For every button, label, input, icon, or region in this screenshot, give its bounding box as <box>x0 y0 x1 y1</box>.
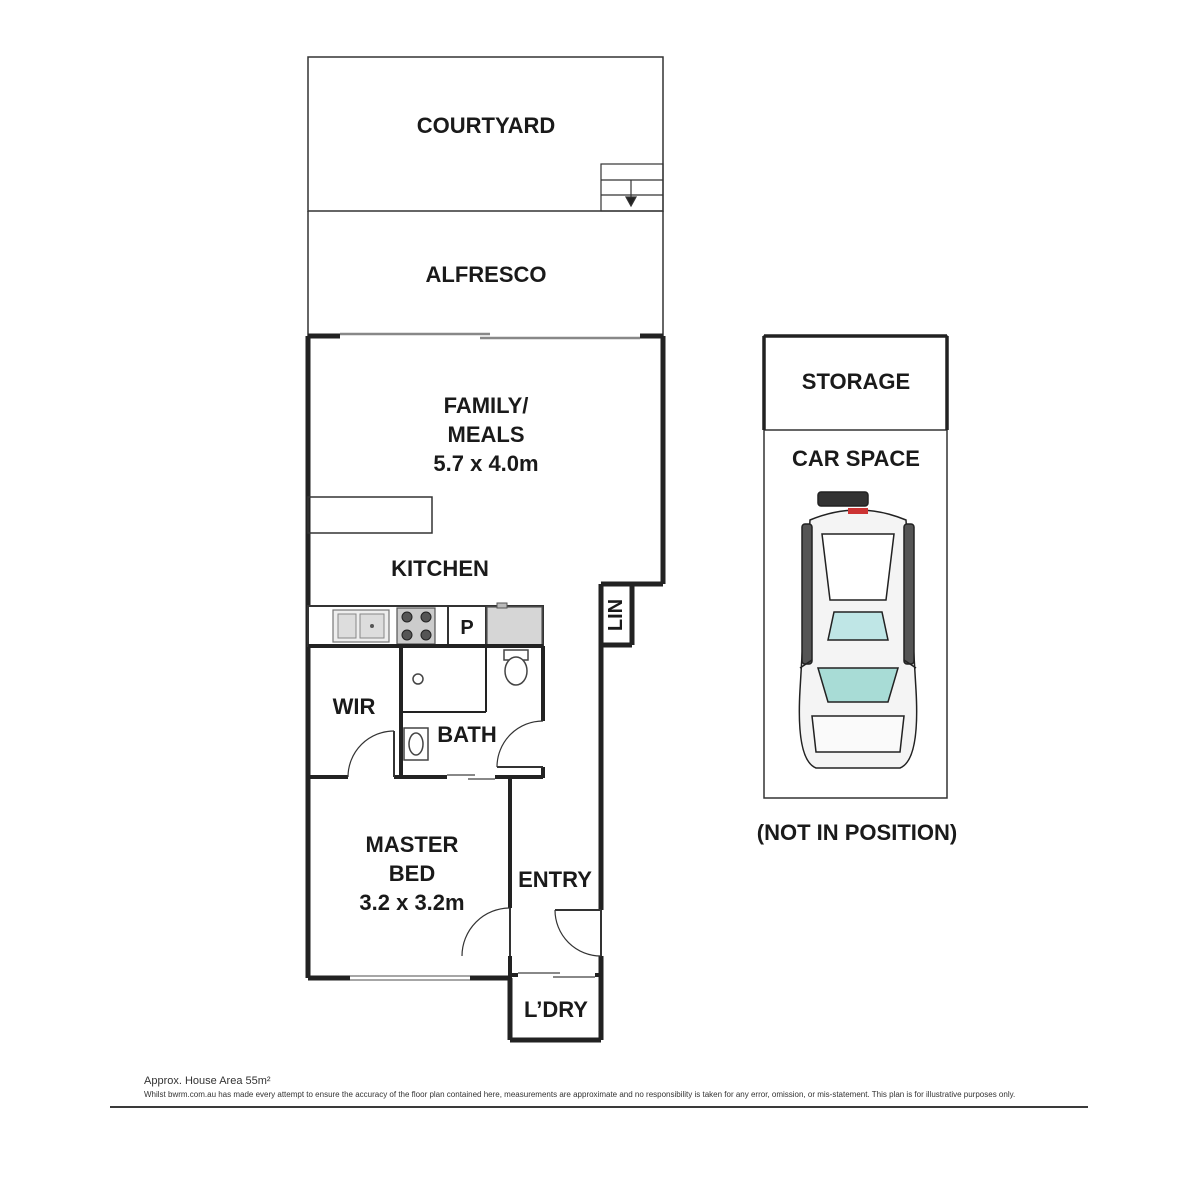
label-family: FAMILY/ <box>443 393 529 418</box>
label-meals: MEALS <box>447 422 525 447</box>
label-pantry: P <box>460 617 474 639</box>
wir-door <box>348 731 394 777</box>
laundry-sliding-door <box>518 973 595 977</box>
courtyard-steps <box>601 164 663 211</box>
label-kitchen: KITCHEN <box>391 556 489 581</box>
outdoor-area <box>308 57 663 338</box>
label-courtyard: COURTYARD <box>416 113 556 138</box>
sink-icon <box>333 610 389 642</box>
car-icon <box>799 492 916 768</box>
label-master: MASTER <box>365 832 459 857</box>
label-alfresco: ALFRESCO <box>425 262 547 287</box>
kitchen-counter <box>308 603 543 646</box>
master-dimensions: 3.2 x 3.2m <box>359 890 465 915</box>
family-dimensions: 5.7 x 4.0m <box>433 451 539 476</box>
footer <box>144 1075 1015 1099</box>
label-wir: WIR <box>332 694 376 719</box>
cooktop-icon <box>397 608 435 644</box>
label-entry: ENTRY <box>518 867 592 892</box>
label-bath: BATH <box>437 722 497 747</box>
label-laundry: L’DRY <box>524 997 588 1022</box>
house-area: Approx. House Area 55m² <box>144 1075 271 1087</box>
label-linen: LIN <box>605 598 627 632</box>
kitchen-bench <box>308 497 432 533</box>
bath-door <box>497 721 543 767</box>
basin-icon <box>404 728 428 760</box>
master-window <box>350 976 470 980</box>
sliding-door-top <box>340 334 640 338</box>
label-storage: STORAGE <box>801 369 911 394</box>
master-bed-door <box>462 908 510 956</box>
footer-divider <box>110 1106 1088 1108</box>
label-bed: BED <box>388 861 436 886</box>
bath-sliding-door <box>447 775 495 779</box>
entry-door <box>555 910 601 956</box>
label-car-space: CAR SPACE <box>792 446 920 471</box>
label-not-in-position: (NOT IN POSITION) <box>756 820 958 845</box>
disclaimer-text: Whilst bwrm.com.au has made every attempt to ensure the accuracy of the floor plan contained here, measurements are approximate and no responsibility is taken for any error, omission, or mis-statement. This plan is for illustrative purposes only. <box>144 1090 1016 1099</box>
shower-icon <box>413 674 423 684</box>
toilet-icon <box>504 650 528 685</box>
fridge-icon <box>487 603 542 645</box>
